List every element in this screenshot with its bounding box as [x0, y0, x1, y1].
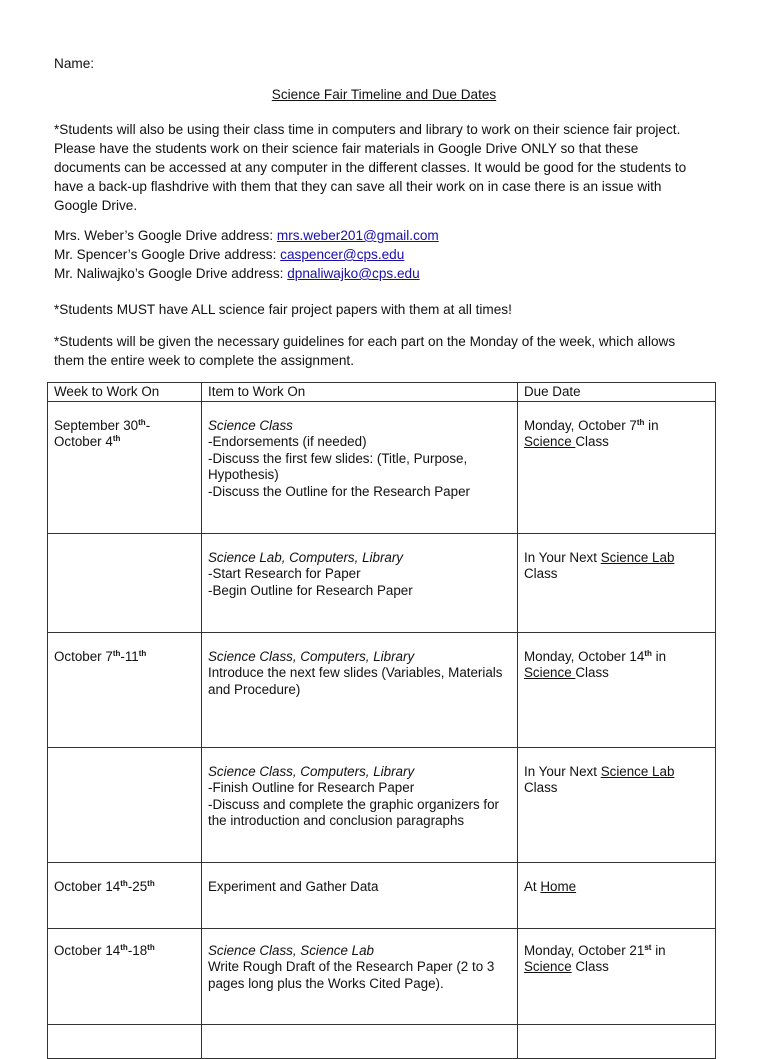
- week-cell: October 14th-18th: [48, 928, 202, 1024]
- intro-paragraph: [54, 120, 714, 215]
- week-cell: October 14th-25th: [48, 862, 202, 928]
- drive-address-spencer: [54, 245, 714, 264]
- drive-address-weber: [54, 226, 714, 245]
- address-label: Mrs. Weber’s Google Drive address:: [54, 228, 277, 243]
- timeline-table: [47, 382, 716, 1059]
- due-class-link: Science Lab: [600, 763, 675, 779]
- table-row-empty: [48, 1024, 716, 1058]
- address-label: Mr. Spencer’s Google Drive address:: [54, 247, 281, 262]
- due-cell: [518, 1024, 716, 1058]
- table-row: [48, 928, 716, 1024]
- table-row: [48, 632, 716, 747]
- guidelines-note: [54, 332, 714, 370]
- due-cell: At Home: [518, 862, 716, 928]
- week-cell: October 7th-11th: [48, 632, 202, 747]
- table-row: [48, 747, 716, 862]
- intro-line: Please have the students work on their science fair materials in Google Drive ONLY so that these: [54, 141, 639, 156]
- due-cell: Monday, October 14th in Science Class: [518, 632, 716, 747]
- document-title: Science Fair Timeline and Due Dates: [271, 87, 497, 102]
- item-heading: Science Class, Science Lab: [208, 942, 374, 958]
- item-cell: Science Class, Computers, Library Introduce the next few slides (Variables, Materials and Procedure): [202, 632, 518, 747]
- due-class-link: Science: [524, 665, 576, 680]
- item-heading: Science Class, Computers, Library: [208, 763, 415, 779]
- drive-address-naliwajko: [54, 264, 714, 283]
- week-cell: [48, 1024, 202, 1058]
- table-row: [48, 533, 716, 632]
- table-row: [48, 401, 716, 533]
- item-cell: Science Class, Computers, Library -Finish Outline for Research Paper -Discuss and complete the graphic organizers for the introduction and conclusion paragraphs: [202, 747, 518, 862]
- guidelines-line: them the entire week to complete the assignment.: [54, 353, 354, 368]
- item-cell: [202, 1024, 518, 1058]
- intro-line: have a back-up flashdrive with them that they can save all their work on in case there is an issue with: [54, 179, 662, 194]
- intro-line: Google Drive.: [54, 198, 138, 213]
- due-cell: Monday, October 21st in Science Class: [518, 928, 716, 1024]
- item-cell: Science Class, Science Lab Write Rough Draft of the Research Paper (2 to 3 pages long plus the Works Cited Page).: [202, 928, 518, 1024]
- table-row: [48, 862, 716, 928]
- address-label: Mr. Naliwajko’s Google Drive address:: [54, 266, 288, 281]
- name-label: Name:: [54, 56, 95, 71]
- due-class-link: Science Lab: [600, 549, 675, 565]
- due-class-link: Science: [524, 959, 572, 974]
- week-cell: [48, 533, 202, 632]
- header-week: Week to Work On: [48, 383, 202, 402]
- item-heading: Science Lab, Computers, Library: [208, 549, 404, 565]
- item-cell: Science Lab, Computers, Library -Start Research for Paper -Begin Outline for Research Paper: [202, 533, 518, 632]
- email-link-weber[interactable]: mrs.weber201@gmail.com: [276, 228, 439, 243]
- intro-line: *Students will also be using their class time in computers and library to work on their science fair project.: [54, 122, 681, 137]
- drive-address-list: [54, 226, 714, 283]
- item-heading: Science Class: [208, 417, 293, 433]
- due-class-link: Science: [524, 434, 576, 449]
- due-cell: In Your Next Science Lab Class: [518, 747, 716, 862]
- week-cell: September 30th- October 4th: [48, 401, 202, 533]
- item-heading: Science Class, Computers, Library: [208, 648, 415, 664]
- must-have-note: *Students MUST have ALL science fair project papers with them at all times!: [54, 302, 512, 317]
- email-link-naliwajko[interactable]: dpnaliwajko@cps.edu: [287, 266, 420, 281]
- header-due-date: Due Date: [518, 383, 716, 402]
- due-home-link: Home: [540, 878, 577, 894]
- email-link-spencer[interactable]: caspencer@cps.edu: [280, 247, 405, 262]
- intro-line: documents can be accessed at any computer in the different classes. It would be good for the students to: [54, 160, 687, 175]
- header-item: Item to Work On: [202, 383, 518, 402]
- table-header-row: [48, 383, 716, 402]
- item-cell: Science Class -Endorsements (if needed) -Discuss the first few slides: (Title, Purpose, Hypothesis) -Discuss the Outline for the Research Paper: [202, 401, 518, 533]
- item-cell: Experiment and Gather Data: [202, 862, 518, 928]
- guidelines-line: *Students will be given the necessary guidelines for each part on the Monday of the week, which allows: [54, 334, 676, 349]
- due-cell: In Your Next Science Lab Class: [518, 533, 716, 632]
- due-cell: Monday, October 7th in Science Class: [518, 401, 716, 533]
- week-cell: [48, 747, 202, 862]
